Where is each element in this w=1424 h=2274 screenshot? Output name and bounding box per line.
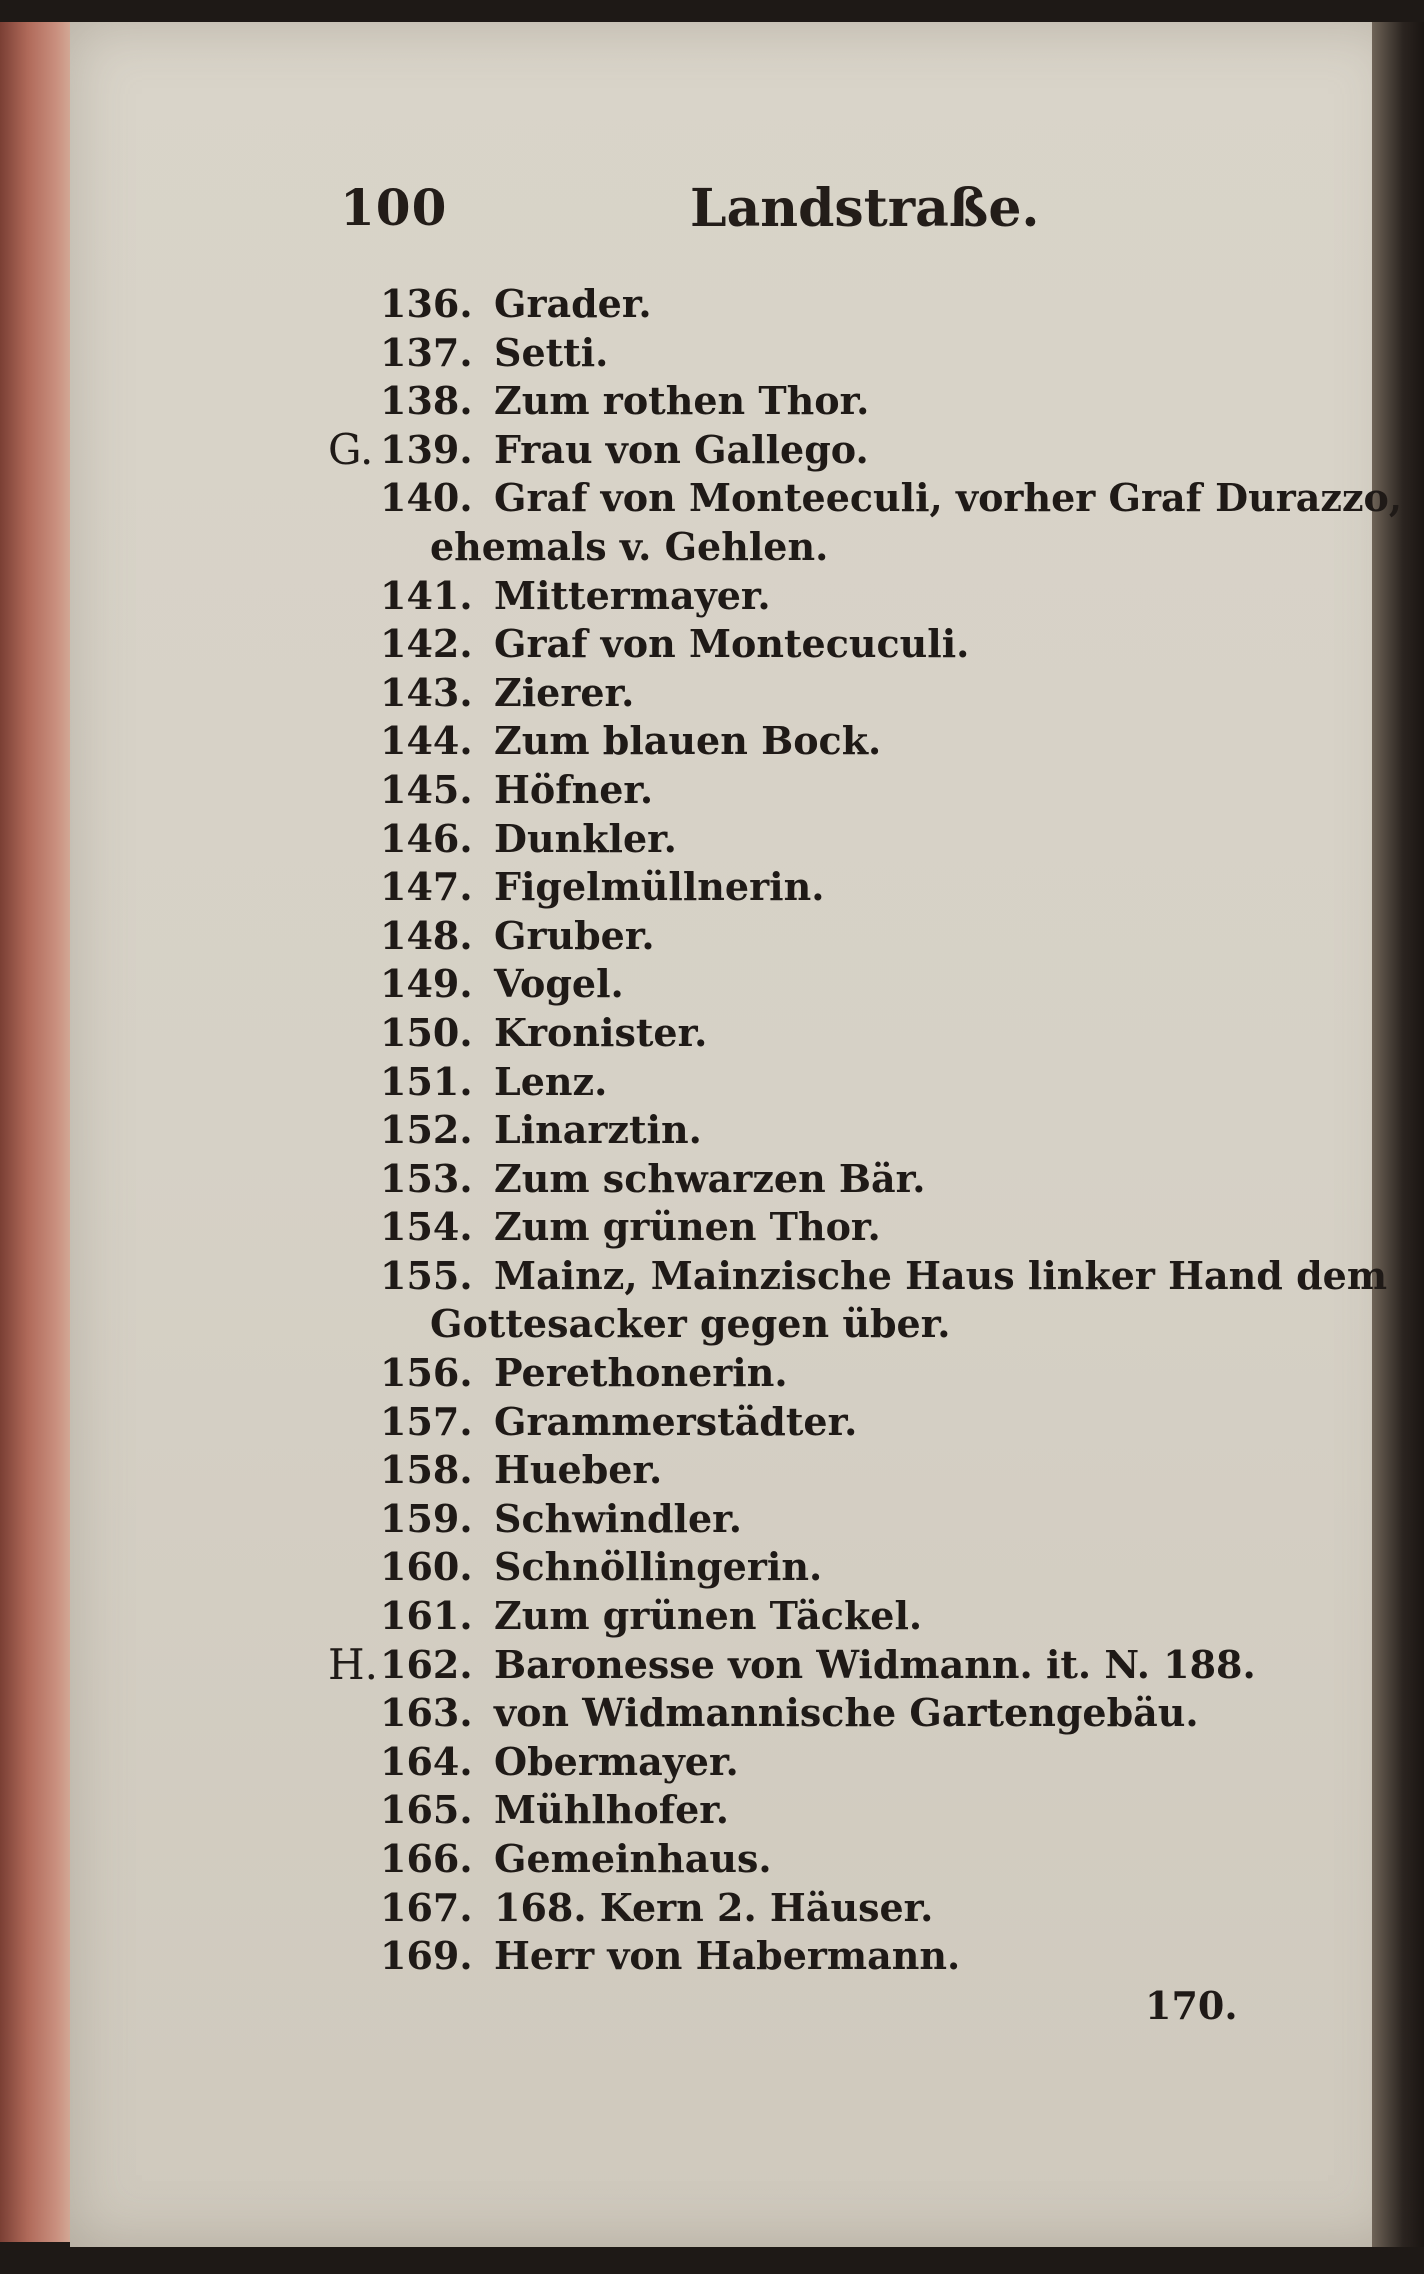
list-item: [320, 863, 1320, 912]
list-item: [320, 1009, 1320, 1058]
house-number: 139.: [380, 426, 473, 472]
owner-name: Herr von Habermann.: [494, 1933, 961, 1979]
owner-name: von Widmannische Gartengebäu.: [494, 1690, 1199, 1736]
owner-name: Schwindler.: [494, 1495, 742, 1541]
house-number: 138.: [380, 378, 473, 424]
list-item: [320, 912, 1320, 961]
owner-name: Zierer.: [494, 669, 635, 715]
owner-name: Kronister.: [494, 1009, 708, 1055]
house-number: 159.: [380, 1495, 473, 1541]
owner-name: Zum grünen Thor.: [494, 1204, 881, 1250]
section-letter: G.: [328, 424, 374, 474]
list-item: [320, 377, 1320, 426]
page-gutter-shadow: [1372, 22, 1424, 2247]
list-item: [320, 1300, 1320, 1349]
house-number: 142.: [380, 621, 473, 667]
list-item: [320, 280, 1320, 329]
house-number: 158.: [380, 1447, 473, 1493]
list-item: [320, 1349, 1320, 1398]
list-item: [320, 572, 1320, 621]
house-number: 160.: [380, 1544, 473, 1590]
list-item: [320, 1058, 1320, 1107]
owner-name: Obermayer.: [494, 1738, 739, 1784]
page-header: [340, 178, 1040, 248]
list-item: [320, 1689, 1320, 1738]
house-number: 150.: [380, 1009, 473, 1055]
house-number: 148.: [380, 912, 473, 958]
owner-name: Graf von Monteeculi, vorher Graf Durazzo,: [494, 475, 1403, 521]
house-number: 141.: [380, 572, 473, 618]
owner-name: Zum grünen Täckel.: [494, 1593, 923, 1639]
house-number: 136.: [380, 281, 473, 326]
owner-name: Linarztin.: [494, 1107, 702, 1153]
list-item: [320, 1786, 1320, 1835]
owner-name: Perethonerin.: [494, 1350, 788, 1396]
house-number: 143.: [380, 669, 473, 715]
owner-name: Zum rothen Thor.: [494, 378, 870, 424]
list-item: [320, 329, 1320, 378]
house-number: 153.: [380, 1155, 473, 1201]
house-number: 140.: [380, 475, 473, 521]
list-item: [320, 426, 1320, 475]
house-number: 151.: [380, 1058, 473, 1104]
list-item: [320, 1446, 1320, 1495]
owner-name: Gemeinhaus.: [494, 1836, 772, 1881]
owner-name: Mainz, Mainzische Haus linker Hand dem: [494, 1252, 1388, 1298]
house-number: 137.: [380, 329, 473, 375]
owner-name: ehemals v. Gehlen.: [430, 523, 829, 569]
house-number: 156.: [380, 1350, 473, 1396]
owner-name: Gottesacker gegen über.: [430, 1301, 951, 1347]
house-number: 154.: [380, 1204, 473, 1250]
running-title: Landstraße.: [690, 178, 1040, 239]
section-letter: H.: [328, 1639, 378, 1689]
catchword: 170.: [1145, 1983, 1238, 2028]
owner-name: 168. Kern 2. Häuser.: [494, 1884, 934, 1930]
list-item: [320, 1835, 1320, 1884]
house-number: 166.: [380, 1836, 473, 1881]
owner-name: Hueber.: [494, 1447, 663, 1493]
list-item: [320, 815, 1320, 864]
house-number: 146.: [380, 815, 473, 861]
list-item: [320, 766, 1320, 815]
owner-name: Dunkler.: [494, 815, 677, 861]
list-item: [320, 1203, 1320, 1252]
house-number: 161.: [380, 1593, 473, 1639]
house-number: 165.: [380, 1787, 473, 1833]
list-item: [320, 1592, 1320, 1641]
list-item: [320, 1884, 1320, 1933]
list-item: [320, 669, 1320, 718]
owner-name: Höfner.: [494, 766, 654, 812]
house-number: 164.: [380, 1738, 473, 1784]
owner-name: Grammerstädter.: [494, 1398, 858, 1444]
owner-name: Frau von Gallego.: [494, 426, 869, 472]
list-item: [320, 1155, 1320, 1204]
house-number: 149.: [380, 961, 473, 1007]
owner-name: Graf von Montecuculi.: [494, 621, 970, 667]
list-item: [320, 1543, 1320, 1592]
list-item: [320, 1641, 1320, 1690]
list-item: [320, 1106, 1320, 1155]
house-number: 163.: [380, 1690, 473, 1736]
list-item: [320, 474, 1403, 523]
house-number: 155.: [380, 1252, 473, 1298]
list-item: [320, 523, 1320, 572]
list-item: [320, 1495, 1320, 1544]
house-number: 144.: [380, 718, 473, 764]
list-item: [320, 717, 1320, 766]
owner-name: Schnöllingerin.: [494, 1544, 823, 1590]
owner-name: Lenz.: [494, 1058, 608, 1104]
owner-name: Grader.: [494, 281, 652, 326]
owner-name: Mühlhofer.: [494, 1787, 730, 1833]
owner-name: Gruber.: [494, 912, 655, 958]
house-number: 152.: [380, 1107, 473, 1153]
list-item: [320, 1932, 1320, 1981]
page-number: 100: [340, 178, 448, 237]
owner-name: Figelmüllnerin.: [494, 864, 825, 910]
house-number: 162.: [380, 1641, 473, 1687]
list-item: [320, 1398, 1320, 1447]
house-number: 145.: [380, 766, 473, 812]
list-item: [320, 1738, 1320, 1787]
owner-name: Mittermayer.: [494, 572, 771, 618]
house-number: 157.: [380, 1398, 473, 1444]
house-number: 169.: [380, 1933, 473, 1979]
house-number: 147.: [380, 864, 473, 910]
list-item: [320, 1252, 1388, 1301]
owner-name: Zum blauen Bock.: [494, 718, 882, 764]
house-number: 167.: [380, 1884, 473, 1930]
owner-name: Baronesse von Widmann. it. N. 188.: [494, 1641, 1256, 1687]
owner-name: Zum schwarzen Bär.: [494, 1155, 926, 1201]
owner-name: Vogel.: [494, 961, 624, 1007]
page-edge: [0, 22, 80, 2242]
list-item: [320, 620, 1320, 669]
address-list: [320, 280, 1403, 1981]
list-item: [320, 960, 1320, 1009]
owner-name: Setti.: [494, 329, 609, 375]
